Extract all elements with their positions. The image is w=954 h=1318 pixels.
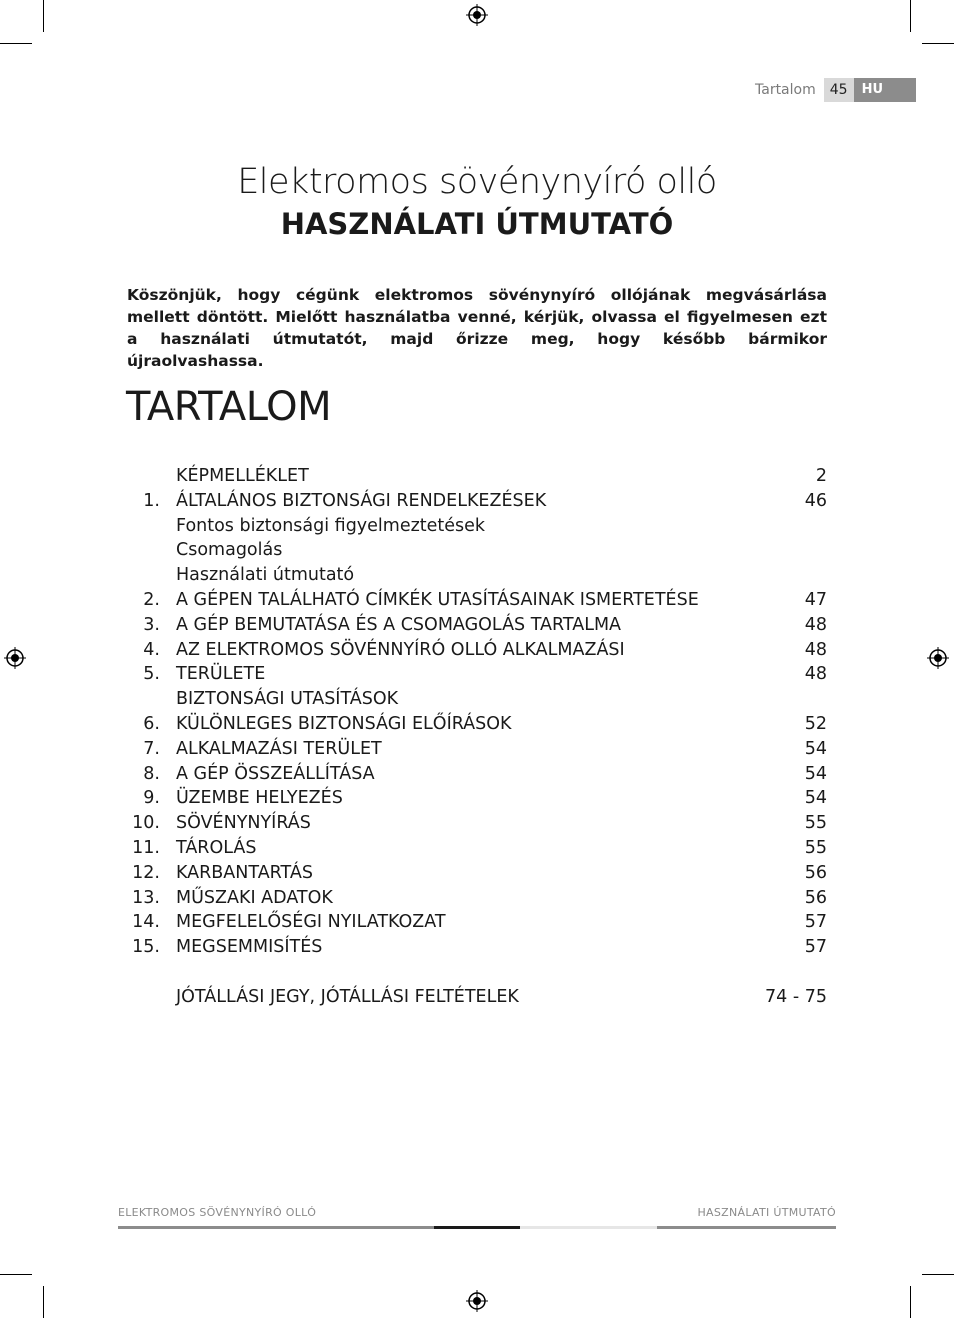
toc-entry [127,910,827,935]
toc-entry-page: 52 [804,713,827,734]
toc-entry [127,886,827,911]
toc-entry-number: 11. [132,837,160,858]
toc-entry [127,985,827,1010]
toc-entry-page: 74 - 75 [765,986,827,1007]
footer-right-text: HASZNÁLATI ÚTMUTATÓ [697,1206,836,1219]
toc-entry-title: Fontos biztonsági figyelmeztetések [176,515,486,536]
toc-entry [127,836,827,861]
registration-mark-icon [466,1290,488,1312]
crop-mark [0,1274,32,1275]
toc-entry-title: ÁLTALÁNOS BIZTONSÁGI RENDELKEZÉSEK [176,490,547,511]
toc-entry [127,538,827,563]
toc-entry-page: 56 [804,887,827,908]
toc-entry-number: 13. [132,887,160,908]
toc-entry-page: 56 [804,862,827,883]
toc-entry-page: 54 [804,738,827,759]
toc-entry-page: 47 [804,589,827,610]
toc-entry-title: MEGFELELŐSÉGI NYILATKOZAT [176,912,446,933]
registration-mark-icon [466,4,488,26]
toc-entry [127,712,827,737]
table-of-contents [127,464,827,1010]
toc-entry [127,514,827,539]
footer-bar-segment [520,1226,657,1229]
registration-mark-icon [927,647,949,669]
registration-mark-icon [4,647,26,669]
document-title: Elektromos sövénynyíró olló [237,162,717,202]
toc-entry-title: A GÉPEN TALÁLHATÓ CÍMKÉK UTASÍTÁSAINAK ISMERTETÉSE [176,589,699,610]
toc-entry [127,662,827,687]
crop-mark [43,1286,44,1318]
toc-entry-page: 48 [804,614,827,635]
toc-entry-page: 54 [804,788,827,809]
toc-entry-title: SÖVÉNYNYÍRÁS [176,813,311,834]
toc-entry-page: 55 [804,813,827,834]
crop-mark [0,43,32,44]
toc-entry [127,861,827,886]
toc-entry-title: TERÜLETE [176,664,266,685]
toc-entry-page: 57 [804,912,827,933]
toc-entry-number: 10. [132,813,160,834]
toc-entry-title: Csomagolás [176,540,283,561]
toc-entry-title: KARBANTARTÁS [176,862,313,883]
toc-entry-number: 5. [143,664,160,685]
toc-entry-title: KÉPMELLÉKLET [176,466,309,486]
toc-entry [127,588,827,613]
toc-entry-number: 3. [143,614,160,635]
intro-paragraph: Köszönjük, hogy cégünk elektromos sövénynyíró ollójának megvásárlása mellett döntött. Mielőtt használatba venné, kérjük, olvassa el figyelmesen ezt a használati útmutatót, majd őrizze meg, hogy később bármikor újraolvashassa. [127,286,827,370]
toc-entry-page: 48 [804,664,827,685]
toc-entry [127,464,827,489]
toc-entry [127,811,827,836]
section-label: Tartalom [755,82,816,98]
toc-entry-number: 8. [143,763,160,784]
toc-entry-title: Használati útmutató [176,565,355,586]
toc-entry-title: ALKALMAZÁSI TERÜLET [176,738,382,759]
crop-mark [43,0,44,32]
toc-entry-page: 55 [804,837,827,858]
crop-mark [922,1274,954,1275]
toc-heading: TARTALOM [126,384,332,430]
toc-entry-title: BIZTONSÁGI UTASÍTÁSOK [176,689,399,710]
toc-entry-title: AZ ELEKTROMOS SÖVÉNNYÍRÓ OLLÓ ALKALMAZÁSI [176,639,625,660]
crop-mark [922,43,954,44]
language-badge: HU [854,78,916,102]
toc-entry-title: MEGSEMMISÍTÉS [176,937,323,958]
toc-entry [127,613,827,638]
toc-entry [127,762,827,787]
toc-entry-number: 4. [143,639,160,660]
toc-entry-number: 7. [143,738,160,759]
toc-entry [127,563,827,588]
toc-entry [127,638,827,663]
toc-entry-number: 1. [143,490,160,511]
toc-entry-page: 48 [804,639,827,660]
toc-entry-page: 46 [804,490,827,511]
footer-bar-segment [434,1226,520,1229]
page-number: 45 [824,78,854,102]
toc-entry-title: KÜLÖNLEGES BIZTONSÁGI ELŐÍRÁSOK [176,713,512,734]
toc-entry [127,489,827,514]
toc-entry [127,786,827,811]
toc-entry-title: A GÉP BEMUTATÁSA ÉS A CSOMAGOLÁS TARTALMA [176,614,622,635]
toc-entry-title: ÜZEMBE HELYEZÉS [176,788,343,809]
toc-entry-number: 12. [132,862,160,883]
toc-entry-title: A GÉP ÖSSZEÁLLÍTÁSA [176,763,375,784]
toc-entry-number: 6. [143,713,160,734]
toc-entry-title: TÁROLÁS [176,837,257,858]
toc-entry-page: 54 [804,763,827,784]
crop-mark [910,1286,911,1318]
footer-bar-segment [657,1226,836,1229]
toc-entry-number: 9. [143,788,160,809]
footer-bar-segment [118,1226,434,1229]
toc-entry [127,737,827,762]
footer-left-text: ELEKTROMOS SÖVÉNYNYÍRÓ OLLÓ [118,1206,317,1219]
document-subtitle: HASZNÁLATI ÚTMUTATÓ [280,207,674,241]
header-tab [755,78,916,102]
toc-entry-title: MŰSZAKI ADATOK [176,887,333,908]
toc-entry-title: JÓTÁLLÁSI JEGY, JÓTÁLLÁSI FELTÉTELEK [176,986,519,1007]
toc-entry-number: 14. [132,912,160,933]
toc-entry [127,687,827,712]
toc-entry-page: 2 [815,466,827,486]
toc-entry [127,935,827,960]
toc-entry-page: 57 [804,937,827,958]
footer-bar [118,1226,836,1229]
toc-entry-number: 2. [143,589,160,610]
toc-entry-number: 15. [132,937,160,958]
crop-mark [910,0,911,32]
